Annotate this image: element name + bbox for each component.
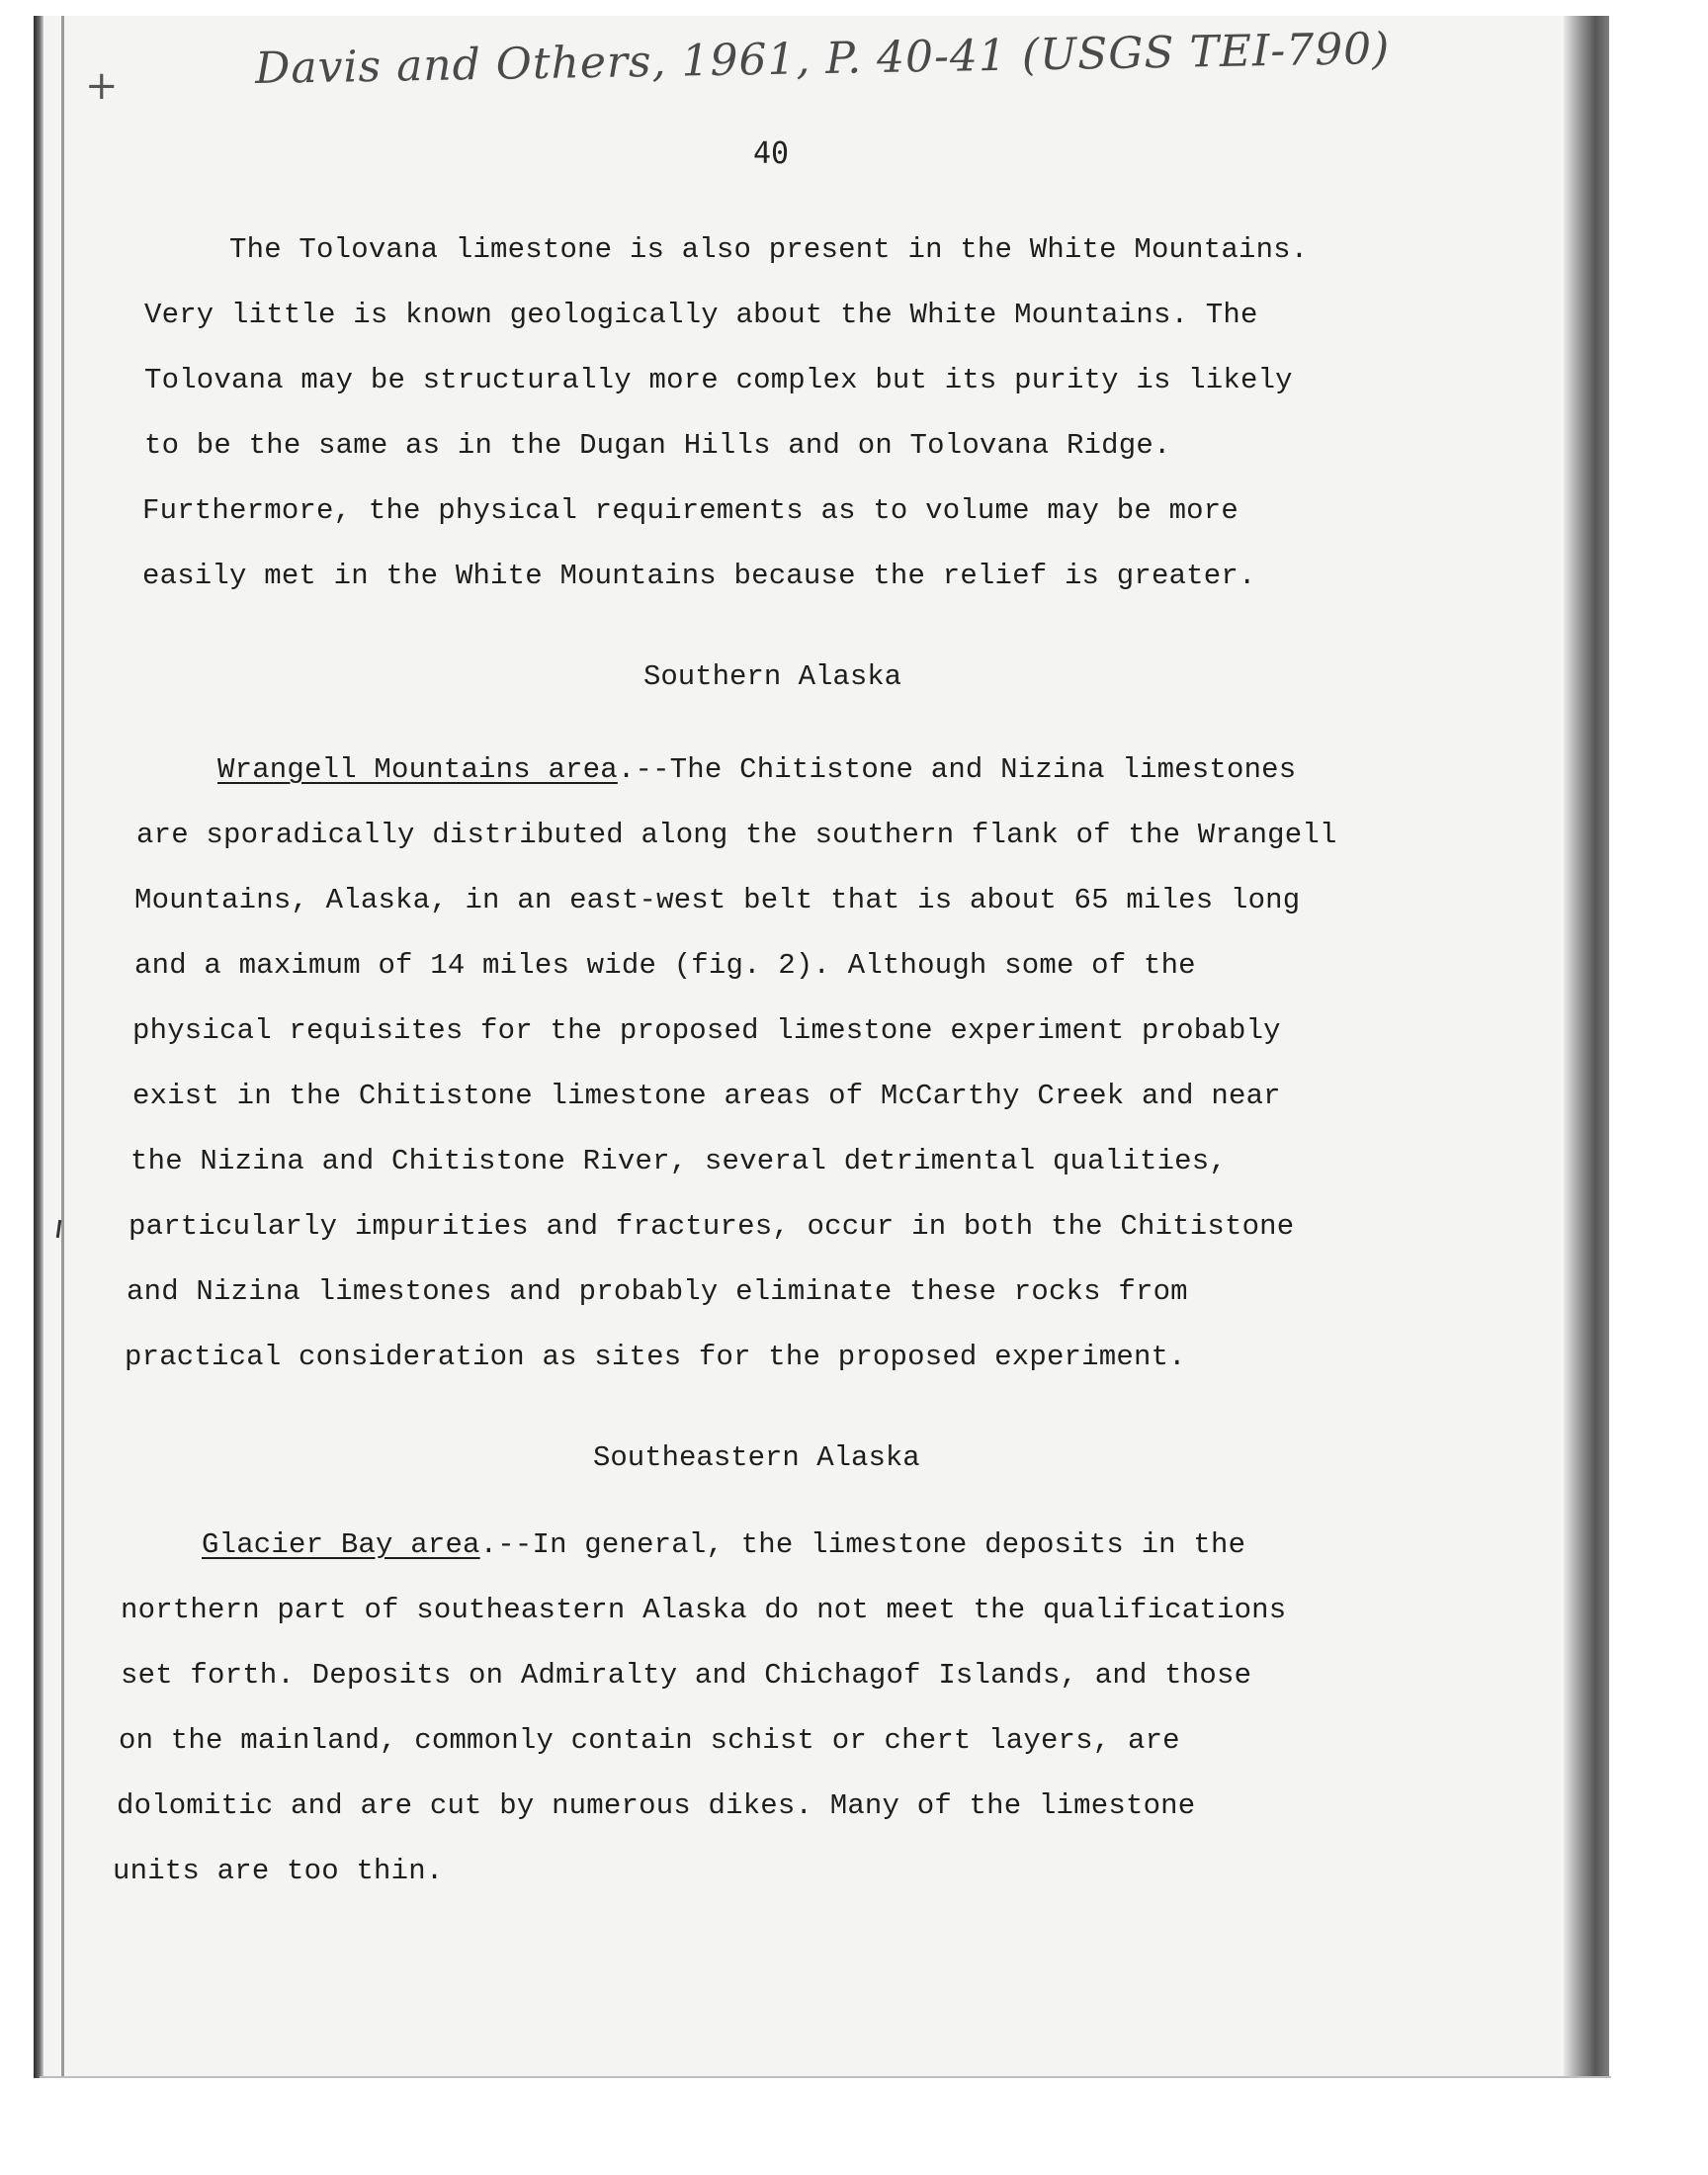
paragraph-line: units are too thin. [113, 1855, 444, 1887]
subhead-wrangell-mountains: Wrangell Mountains area [217, 753, 618, 786]
paragraph-line-rest: .--The Chitistone and Nizina limestones [617, 753, 1297, 786]
paragraph-line: particularly impurities and fractures, occur in both the Chitistone [128, 1210, 1295, 1243]
paragraph-line: northern part of southeastern Alaska do not meet the qualifications [121, 1594, 1287, 1626]
handwritten-citation: Davis and Others, 1961, P. 40-41 (USGS TEI-790) [254, 23, 1391, 95]
section-heading-southern-alaska: Southern Alaska [643, 660, 902, 693]
paragraph-line: The Tolovana limestone is also present in the White Mountains. [229, 233, 1309, 266]
paragraph-line: and a maximum of 14 miles wide (fig. 2). Although some of the [134, 949, 1196, 982]
paragraph-line: Tolovana may be structurally more complex but its purity is likely [144, 364, 1293, 396]
paragraph-line: physical requisites for the proposed limestone experiment probably [132, 1014, 1281, 1047]
paragraph-line: set forth. Deposits on Admiralty and Chichagof Islands, and those [121, 1659, 1252, 1692]
page-number: 40 [753, 136, 790, 171]
paragraph-line-rest: .--In general, the limestone deposits in the [479, 1528, 1246, 1561]
paragraph-line [202, 1528, 1245, 1561]
paragraph-line [217, 753, 1296, 786]
page-left-margin-line [61, 16, 64, 2078]
page-left-edge-shadow [34, 16, 43, 2078]
paragraph-line: easily met in the White Mountains because the relief is greater. [142, 560, 1256, 592]
page-right-edge-shadow [1564, 16, 1609, 2078]
paragraph-line: are sporadically distributed along the southern flank of the Wrangell [136, 819, 1337, 851]
paragraph-line: Very little is known geologically about the White Mountains. The [144, 299, 1258, 331]
paragraph-line: dolomitic and are cut by numerous dikes. Many of the limestone [117, 1789, 1196, 1822]
paragraph-line: Mountains, Alaska, in an east-west belt that is about 65 miles long [134, 884, 1301, 916]
paragraph-line: the Nizina and Chitistone River, several detrimental qualities, [130, 1145, 1227, 1177]
paragraph-line: to be the same as in the Dugan Hills and on Tolovana Ridge. [144, 429, 1171, 462]
paragraph-line: on the mainland, commonly contain schist or chert layers, are [119, 1724, 1180, 1757]
page-bottom-edge [40, 2076, 1611, 2078]
paragraph-line: Furthermore, the physical requirements as to volume may be more [142, 494, 1238, 527]
subhead-glacier-bay: Glacier Bay area [202, 1528, 480, 1561]
paragraph-line: exist in the Chitistone limestone areas of McCarthy Creek and near [132, 1080, 1281, 1112]
section-heading-southeastern-alaska: Southeastern Alaska [593, 1441, 920, 1474]
paragraph-line: practical consideration as sites for the proposed experiment. [125, 1341, 1186, 1373]
paragraph-line: and Nizina limestones and probably eliminate these rocks from [127, 1275, 1188, 1308]
margin-mark: + [85, 63, 119, 109]
